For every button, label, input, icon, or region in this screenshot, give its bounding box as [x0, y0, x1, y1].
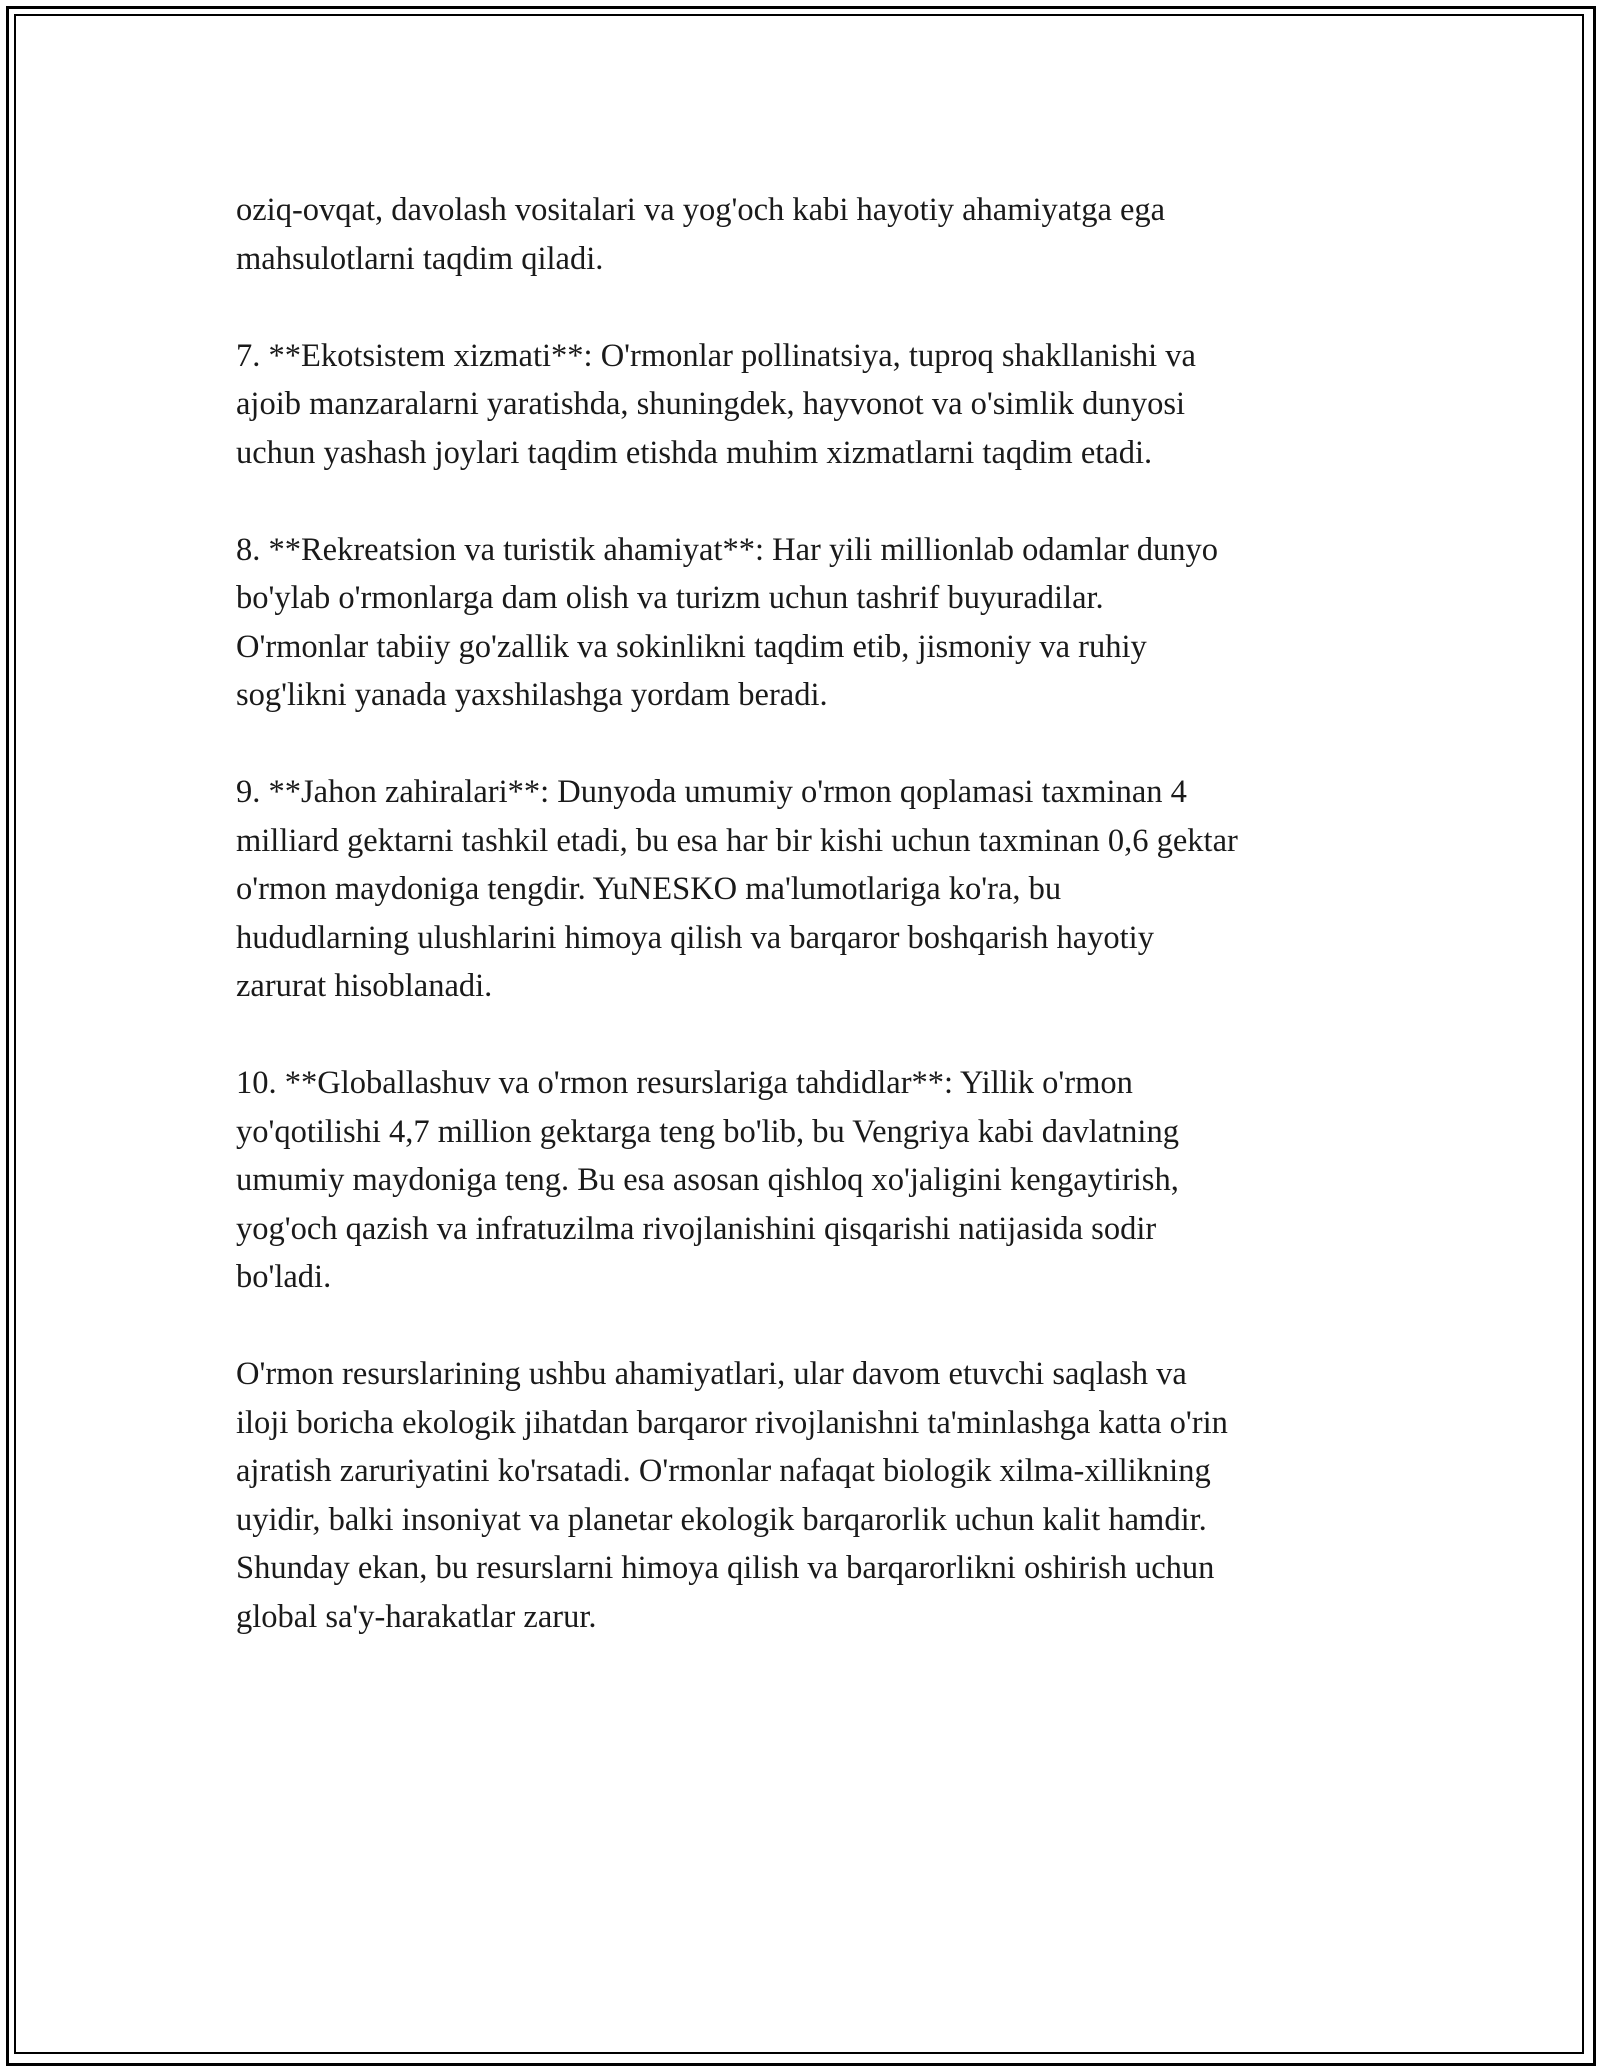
paragraph-conclusion: O'rmon resurslarining ushbu ahamiyatlari, ular davom etuvchi saqlash va iloji boricha ekologik jihatdan barqaror rivojlanishni ta'minlashga katta o'rin ajratish zaruriyatini ko'rsatadi. O'rmonlar nafaqat biologik xilma-xillikning uyidir, balki insoniyat va planetar ekologik barqarorlik uchun kalit hamdir. Shunday ekan, bu resurslarni himoya qilish va barqarorlikni oshirish uchun global sa'y-harakatlar zarur. — [236, 1356, 1228, 1635]
document-body — [236, 186, 1386, 1690]
paragraph-continuation: oziq-ovqat, davolash vositalari va yog'och kabi hayotiy ahamiyatga ega mahsulotlarni taqdim qiladi. — [236, 192, 1166, 277]
paragraph-item-9: 9. **Jahon zahiralari**: Dunyoda umumiy o'rmon qoplamasi taxminan 4 milliard gektarni tashkil etadi, bu esa har bir kishi uchun taxminan 0,6 gektar o'rmon maydoniga tengdir. YuNESKO ma'lumotlariga ko'ra, bu hududlarning ulushlarini himoya qilish va barqaror boshqarish hayotiy zarurat hisoblanadi. — [236, 774, 1238, 1004]
paragraph-item-10: 10. **Globallashuv va o'rmon resurslariga tahdidlar**: Yillik o'rmon yo'qotilishi 4,7 million gektarga teng bo'lib, bu Vengriya kabi davlatning umumiy maydoniga teng. Bu esa asosan qishloq xo'jaligini kengaytirish, yog'och qazish va infratuzilma rivojlanishini qisqarishi natijasida sodir bo'ladi. — [236, 1065, 1179, 1295]
paragraph-item-7: 7. **Ekotsistem xizmati**: O'rmonlar pollinatsiya, tuproq shakllanishi va ajoib manzaralarni yaratishda, shuningdek, hayvonot va o'simlik dunyosi uchun yashash joylari taqdim etishda muhim xizmatlarni taqdim etadi. — [236, 337, 1196, 471]
paragraph-item-8: 8. **Rekreatsion va turistik ahamiyat**: Har yili millionlab odamlar dunyo bo'ylab o'rmonlarga dam olish va turizm uchun tashrif buyuradilar. O'rmonlar tabiiy go'zallik va sokinlikni taqdim etib, jismoniy va ruhiy sog'likni yanada yaxshilashga yordam beradi. — [236, 531, 1219, 713]
